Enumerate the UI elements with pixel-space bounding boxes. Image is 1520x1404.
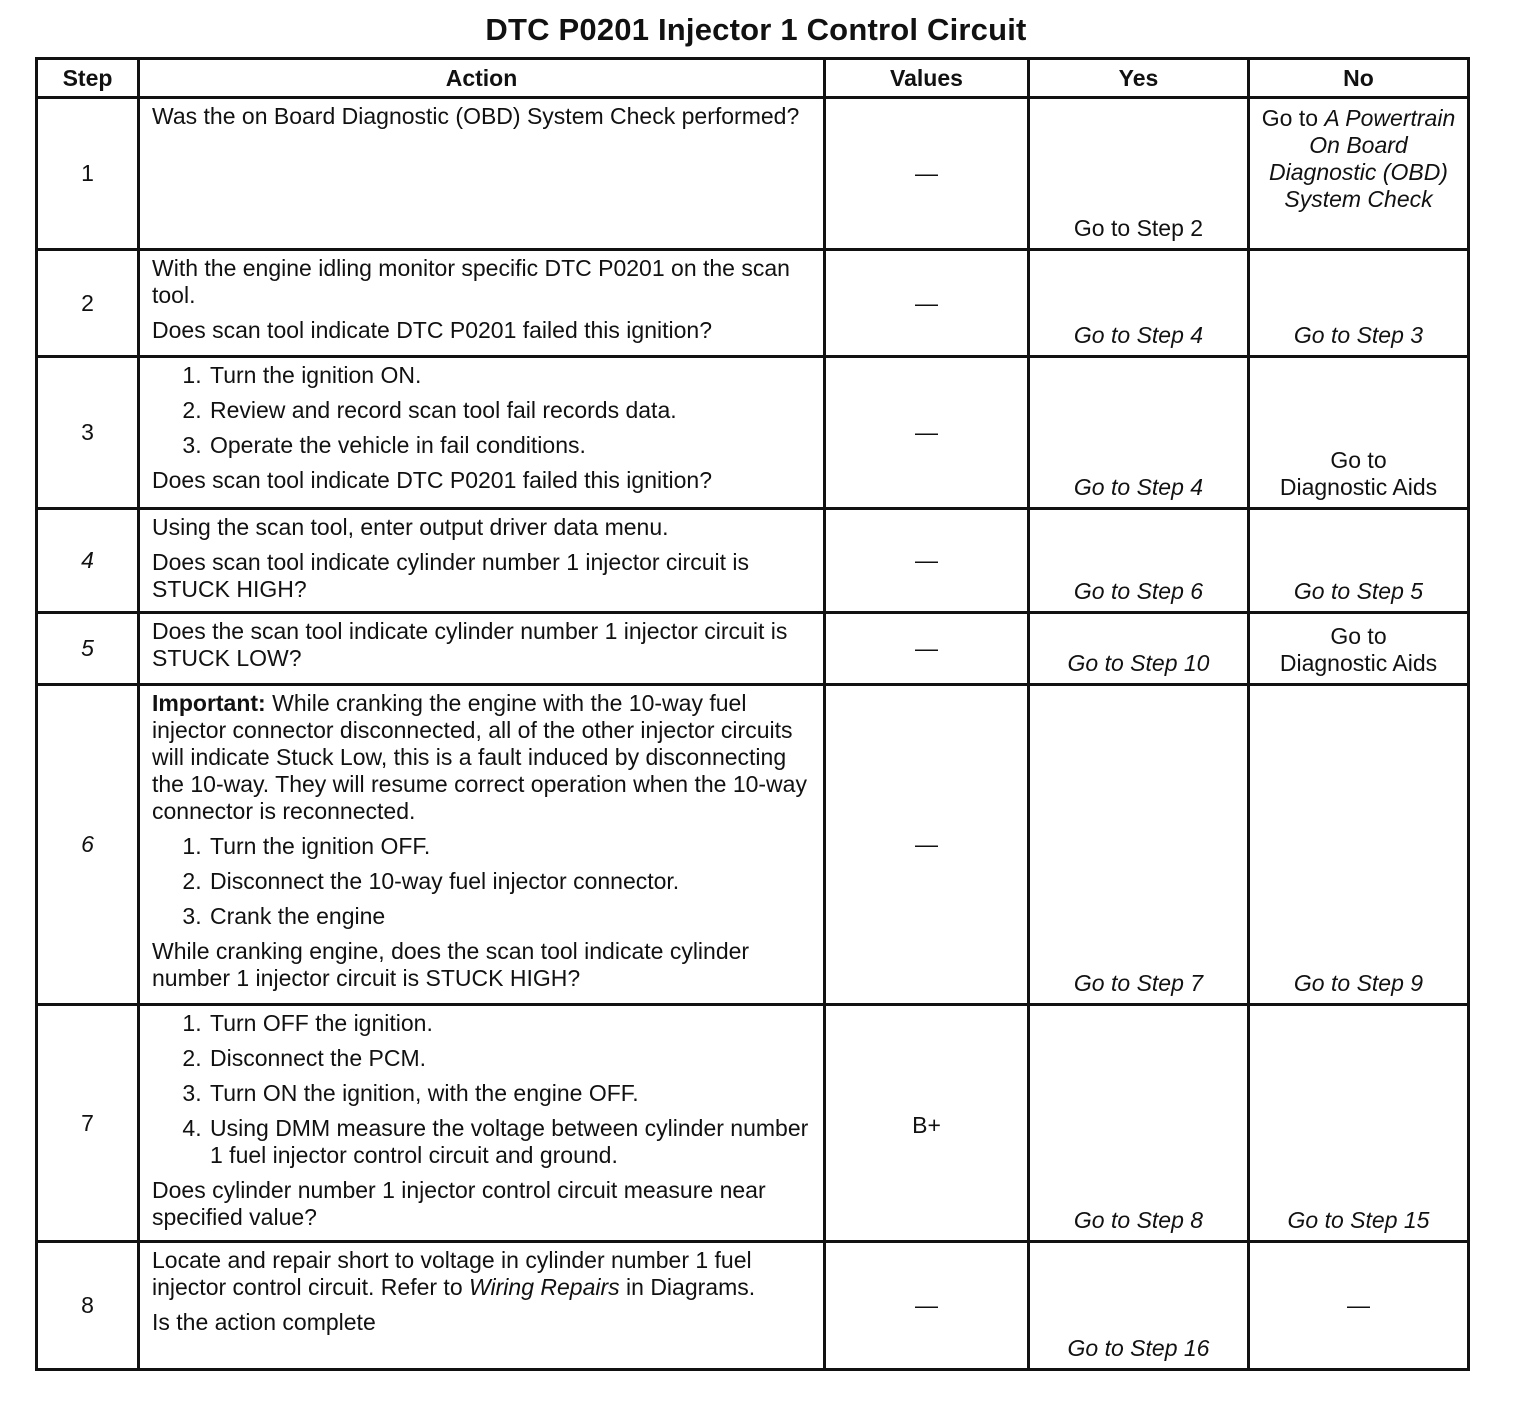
step-number: 4	[37, 509, 139, 613]
table-row	[37, 685, 1469, 1005]
table-row	[37, 357, 1469, 509]
table-row	[37, 1242, 1469, 1370]
table-row	[37, 98, 1469, 250]
action-question: Does scan tool indicate cylinder number 1 injector circuit is STUCK HIGH?	[152, 549, 749, 602]
yes-cell: Go to Step 6	[1029, 509, 1249, 613]
important-note	[152, 690, 811, 825]
action-step: 3. Turn ON the ignition, with the engine OFF.	[208, 1080, 811, 1107]
value-cell: —	[825, 613, 1029, 685]
action-step: 3. Operate the vehicle in fail conditions.	[208, 432, 811, 459]
important-text: While cranking the engine with the 10-way fuel injector connector disconnected, all of the other injector circuits will indicate Stuck Low, this is a fault induced by disconnecting the 10-way. They will resume correct operation when the 10-way connector is reconnected.	[152, 690, 807, 824]
action-steps	[152, 833, 811, 930]
table-row	[37, 250, 1469, 357]
action-intro: Using the scan tool, enter output driver data menu.	[152, 514, 669, 540]
no-cell	[1249, 98, 1469, 250]
no-cell: Go to Step 15	[1249, 1005, 1469, 1242]
no-line: Go to	[1330, 623, 1387, 649]
action-cell	[139, 685, 825, 1005]
action-step: 3. Crank the engine	[208, 903, 811, 930]
action-text-part: Locate and repair short to voltage in cylinder number 1 fuel injector control circuit. Refer to	[152, 1247, 752, 1300]
action-question: Is the action complete	[152, 1309, 376, 1335]
header-step: Step	[37, 59, 139, 98]
action-question: Was the on Board Diagnostic (OBD) System Check performed?	[152, 103, 800, 129]
yes-cell: Go to Step 4	[1029, 250, 1249, 357]
document-title: DTC P0201 Injector 1 Control Circuit	[485, 12, 1027, 47]
yes-cell: Go to Step 2	[1029, 98, 1249, 250]
action-intro: With the engine idling monitor specific DTC P0201 on the scan tool.	[152, 255, 790, 308]
step-number: 5	[37, 613, 139, 685]
step-number: 2	[37, 250, 139, 357]
action-text-part: in Diagrams.	[619, 1274, 756, 1300]
no-reference: Diagnostic Aids	[1279, 650, 1438, 676]
action-text	[152, 1247, 811, 1301]
table-header-row	[37, 59, 1469, 98]
step-number: 1	[37, 98, 139, 250]
action-cell	[139, 509, 825, 613]
table-row	[37, 1005, 1469, 1242]
action-step: 2. Disconnect the PCM.	[208, 1045, 811, 1072]
important-label: Important:	[152, 690, 266, 716]
action-steps	[152, 362, 811, 459]
action-cell	[139, 250, 825, 357]
no-cell: Go to Step 9	[1249, 685, 1469, 1005]
header-yes: Yes	[1029, 59, 1249, 98]
no-reference: Diagnostic Aids	[1279, 474, 1438, 500]
value-cell: —	[825, 1242, 1029, 1370]
value-cell: —	[825, 98, 1029, 250]
action-steps	[152, 1010, 811, 1169]
value-cell: —	[825, 509, 1029, 613]
header-no: No	[1249, 59, 1469, 98]
header-values: Values	[825, 59, 1029, 98]
action-question: Does scan tool indicate DTC P0201 failed this ignition?	[152, 467, 712, 493]
no-cell: —	[1249, 1242, 1469, 1370]
no-cell	[1249, 613, 1469, 685]
yes-cell: Go to Step 8	[1029, 1005, 1249, 1242]
yes-cell: Go to Step 7	[1029, 685, 1249, 1005]
action-step: 2. Review and record scan tool fail records data.	[208, 397, 811, 424]
wiring-repairs-reference: Wiring Repairs	[469, 1274, 620, 1300]
step-number: 8	[37, 1242, 139, 1370]
step-number: 7	[37, 1005, 139, 1242]
no-prefix: Go to	[1261, 105, 1325, 131]
yes-cell: Go to Step 10	[1029, 613, 1249, 685]
action-question: Does the scan tool indicate cylinder number 1 injector circuit is STUCK LOW?	[152, 618, 788, 671]
action-question: Does cylinder number 1 injector control circuit measure near specified value?	[152, 1177, 766, 1230]
table-row	[37, 613, 1469, 685]
action-step: 4. Using DMM measure the voltage between cylinder number 1 fuel injector control circuit and ground.	[208, 1115, 811, 1169]
action-step: 1. Turn the ignition ON.	[208, 362, 811, 389]
action-cell	[139, 613, 825, 685]
value-cell: —	[825, 250, 1029, 357]
value-cell: —	[825, 685, 1029, 1005]
action-cell	[139, 357, 825, 509]
step-number: 3	[37, 357, 139, 509]
no-reference: A Powertrain On Board Diagnostic (OBD) System Check	[1269, 105, 1456, 212]
action-step: 2. Disconnect the 10-way fuel injector connector.	[208, 868, 811, 895]
no-cell	[1249, 357, 1469, 509]
action-step: 1. Turn the ignition OFF.	[208, 833, 811, 860]
action-question: While cranking engine, does the scan tool indicate cylinder number 1 injector circuit is STUCK HIGH?	[152, 938, 750, 991]
action-step: 1. Turn OFF the ignition.	[208, 1010, 811, 1037]
value-cell: —	[825, 357, 1029, 509]
yes-cell: Go to Step 16	[1029, 1242, 1249, 1370]
action-cell	[139, 1005, 825, 1242]
action-question: Does scan tool indicate DTC P0201 failed this ignition?	[152, 317, 712, 343]
header-action: Action	[139, 59, 825, 98]
action-cell	[139, 98, 825, 250]
no-cell: Go to Step 5	[1249, 509, 1469, 613]
step-number: 6	[37, 685, 139, 1005]
action-cell	[139, 1242, 825, 1370]
no-line: Go to	[1330, 447, 1387, 473]
yes-cell: Go to Step 4	[1029, 357, 1249, 509]
table-row	[37, 509, 1469, 613]
value-cell: B+	[825, 1005, 1029, 1242]
diagnostic-table	[35, 57, 1470, 1371]
no-cell: Go to Step 3	[1249, 250, 1469, 357]
